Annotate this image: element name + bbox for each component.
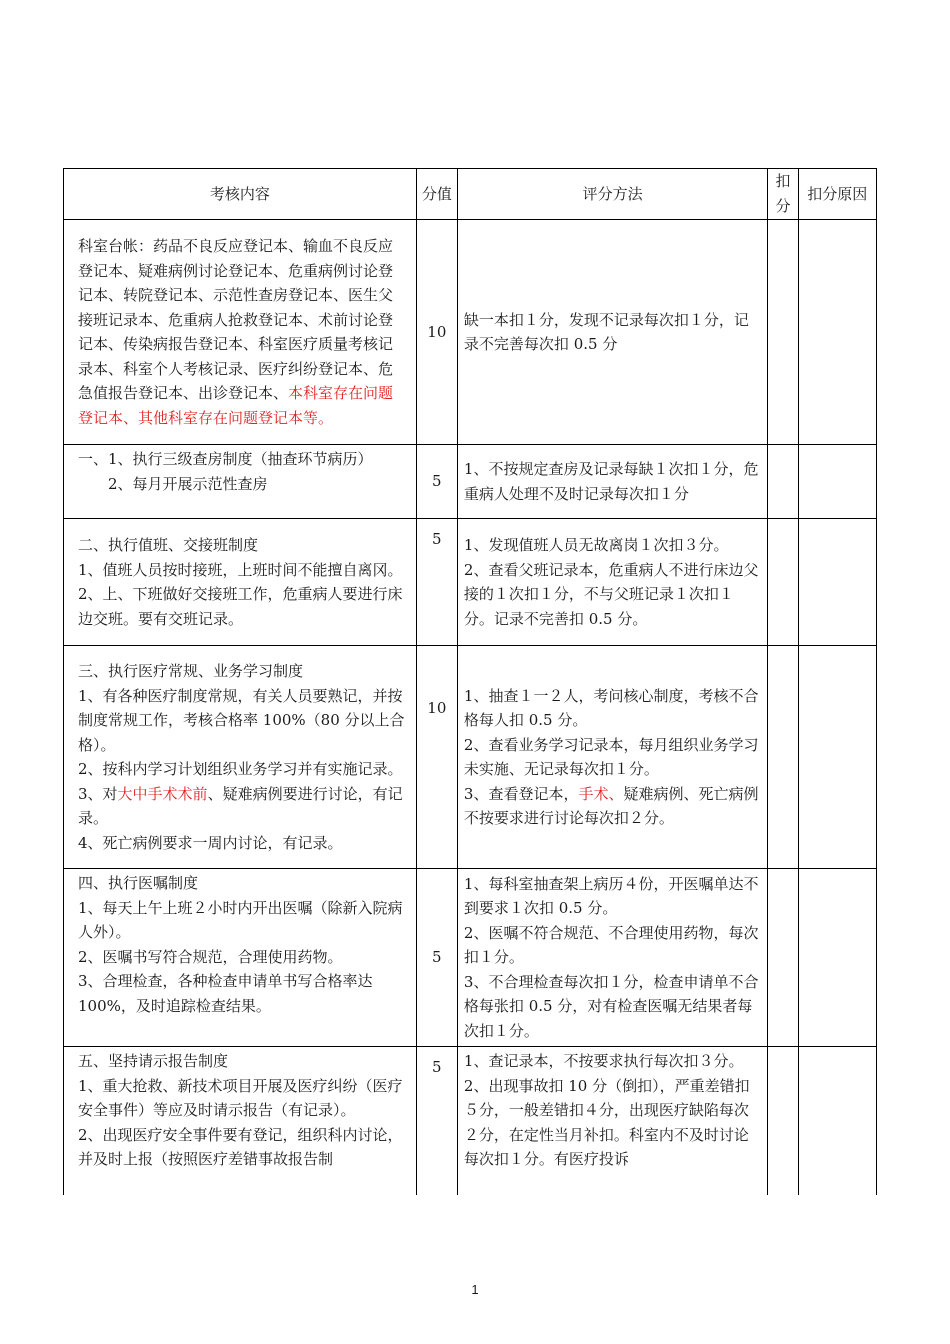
method-line: 1、抽查１一２人，考问核心制度，考核不合格每人扣 0.5 分。 (463, 686, 759, 729)
content-cell (64, 1047, 417, 1196)
content-cell (64, 646, 417, 869)
content-text: 、疑难病例要进行讨论，有记录。 (78, 784, 403, 827)
reason-cell[interactable] (798, 220, 876, 445)
method-cell (457, 220, 768, 445)
content-line: 2、每月开展示范性查房 (108, 474, 268, 493)
content-line: 1、值班人员按时接班，上班时间不能擅自离冈。 (78, 560, 403, 579)
method-line: 2、出现事故扣 10 分（倒扣），严重差错扣５分，一般差错扣４分，出现医疗缺陷每次２分，在定性当月补扣。科室内不及时讨论每次扣１分。有医疗投诉 (463, 1076, 750, 1168)
reason-cell[interactable] (798, 445, 876, 519)
score-cell: 10 (416, 220, 457, 445)
deduct-cell[interactable] (768, 445, 798, 519)
method-cell (457, 519, 768, 646)
score-cell (416, 519, 457, 646)
content-line (78, 782, 408, 831)
method-cell (457, 646, 768, 869)
method-text-highlight: 手术、 (578, 784, 624, 803)
content-text-highlight: 本科室存在问题登记本、其他科室存在问题登记本等。 (78, 384, 394, 427)
method-cell (457, 445, 768, 519)
method-cell (457, 869, 768, 1047)
content-line: 一、1、执行三级查房制度（抽查环节病历） (78, 450, 373, 468)
method-line: 1、查记录本，不按要求执行每次扣３分。 (463, 1052, 744, 1070)
table-row (64, 519, 877, 646)
reason-cell[interactable] (798, 519, 876, 646)
method-line: 2、医嘱不符合规范、不合理使用药物，每次扣１分。 (463, 923, 759, 967)
content-line: 1、有各种医疗制度常规，有关人员要熟记，并按制度常规工作，考核合格率 100%（80 分以上合格）。 (78, 686, 405, 754)
content-text-highlight: 大中手术术前 (117, 784, 208, 803)
assessment-table (63, 168, 877, 1195)
method-text: 缺一本扣１分，发现不记录每次扣１分，记录不完善每次扣 0.5 分 (463, 310, 749, 353)
content-line: 三、执行医疗常规、业务学习制度 (78, 662, 304, 680)
score-value: 5 (432, 1058, 442, 1076)
content-text: 3、对 (78, 784, 118, 803)
header-deduct: 扣分 (768, 169, 798, 220)
content-cell (64, 445, 417, 519)
method-line (464, 782, 760, 831)
assessment-table-wrapper (63, 168, 878, 1195)
reason-cell[interactable] (798, 1047, 876, 1196)
deduct-cell[interactable] (768, 519, 798, 646)
page-number: 1 (471, 1282, 479, 1297)
method-line: 3、不合理检查每次扣１分，检查申请单不合格每张扣 0.5 分，对有检查医嘱无结果者每次扣１分。 (463, 972, 759, 1040)
table-header-row (64, 169, 877, 220)
table-row (64, 1047, 877, 1196)
method-text: 1、不按规定查房及记录每缺１次扣１分，危重病人处理不及时记录每次扣１分 (463, 460, 759, 503)
content-line: 2、出现医疗安全事件要有登记，组织科内讨论，并及时上报（按照医疗差错事故报告制 (78, 1125, 403, 1168)
content-line: 二、执行值班、交接班制度 (78, 536, 259, 554)
header-content: 考核内容 (64, 169, 417, 220)
table-row (64, 445, 877, 519)
method-line: 2、查看业务学习记录本，每月组织业务学习未实施、无记录每次扣１分。 (463, 735, 759, 778)
table-row (64, 646, 877, 869)
score-cell (416, 1047, 457, 1196)
header-method: 评分方法 (457, 169, 768, 220)
content-line: 3、合理检查，各种检查申请单书写合格率达 100%，及时追踪检查结果。 (78, 972, 373, 1015)
header-score: 分值 (416, 169, 457, 220)
content-cell (64, 869, 417, 1047)
score-cell (416, 646, 457, 869)
table-row (64, 869, 877, 1047)
content-line: 2、按科内学习计划组织业务学习并有实施记录。 (78, 760, 403, 778)
method-text: 3、查看登记本， (463, 784, 579, 803)
method-text: 疑难病例、死亡病例不按要求进行讨论每次扣２分。 (463, 784, 759, 827)
content-cell (64, 519, 417, 646)
content-cell (64, 220, 417, 445)
content-line: 1、重大抢救、新技术项目开展及医疗纠纷（医疗安全事件）等应及时请示报告（有记录）。 (78, 1076, 403, 1119)
content-line: 2、上、下班做好交接班工作，危重病人要进行床边交班。要有交班记录。 (78, 585, 403, 628)
deduct-cell[interactable] (768, 869, 798, 1047)
method-line: 1、发现值班人员无故离岗１次扣３分。 (463, 536, 729, 554)
method-cell (457, 1047, 768, 1196)
score-cell: 5 (416, 869, 457, 1047)
reason-cell[interactable] (798, 646, 876, 869)
content-line: 4、死亡病例要求一周内讨论，有记录。 (78, 833, 343, 852)
method-line: 2、查看父班记录本，危重病人不进行床边父接的１次扣１分，不与父班记录１次扣１分。记录不完善扣 0.5 分。 (463, 560, 759, 628)
deduct-cell[interactable] (768, 646, 798, 869)
score-value: 10 (427, 699, 447, 717)
content-line: 1、每天上午上班２小时内开出医嘱（除新入院病人外）。 (78, 898, 403, 941)
score-cell: 5 (416, 445, 457, 519)
content-line: 2、医嘱书写符合规范，合理使用药物。 (78, 947, 343, 966)
method-line: 1、每科室抽查架上病历４份，开医嘱单达不到要求１次扣 0.5 分。 (463, 874, 759, 918)
deduct-cell[interactable] (768, 220, 798, 445)
table-row (64, 220, 877, 445)
content-line: 四、执行医嘱制度 (78, 874, 199, 892)
score-value: 5 (432, 530, 442, 548)
content-text: 科室台帐：药品不良反应登记本、输血不良反应登记本、疑难病例讨论登记本、危重病例讨论登记本、转院登记本、示范性查房登记本、医生父接班记录本、危重病人抢救登记本、术前讨论登记本、传染病报告登记本、科室医疗质量考核记录本、科室个人考核记录、医疗纠纷登记本、危急值报告登记本、出诊登记本、 (78, 237, 394, 402)
deduct-cell[interactable] (768, 1047, 798, 1196)
header-reason: 扣分原因 (798, 169, 876, 220)
reason-cell[interactable] (798, 869, 876, 1047)
content-line: 五、坚持请示报告制度 (78, 1052, 229, 1070)
